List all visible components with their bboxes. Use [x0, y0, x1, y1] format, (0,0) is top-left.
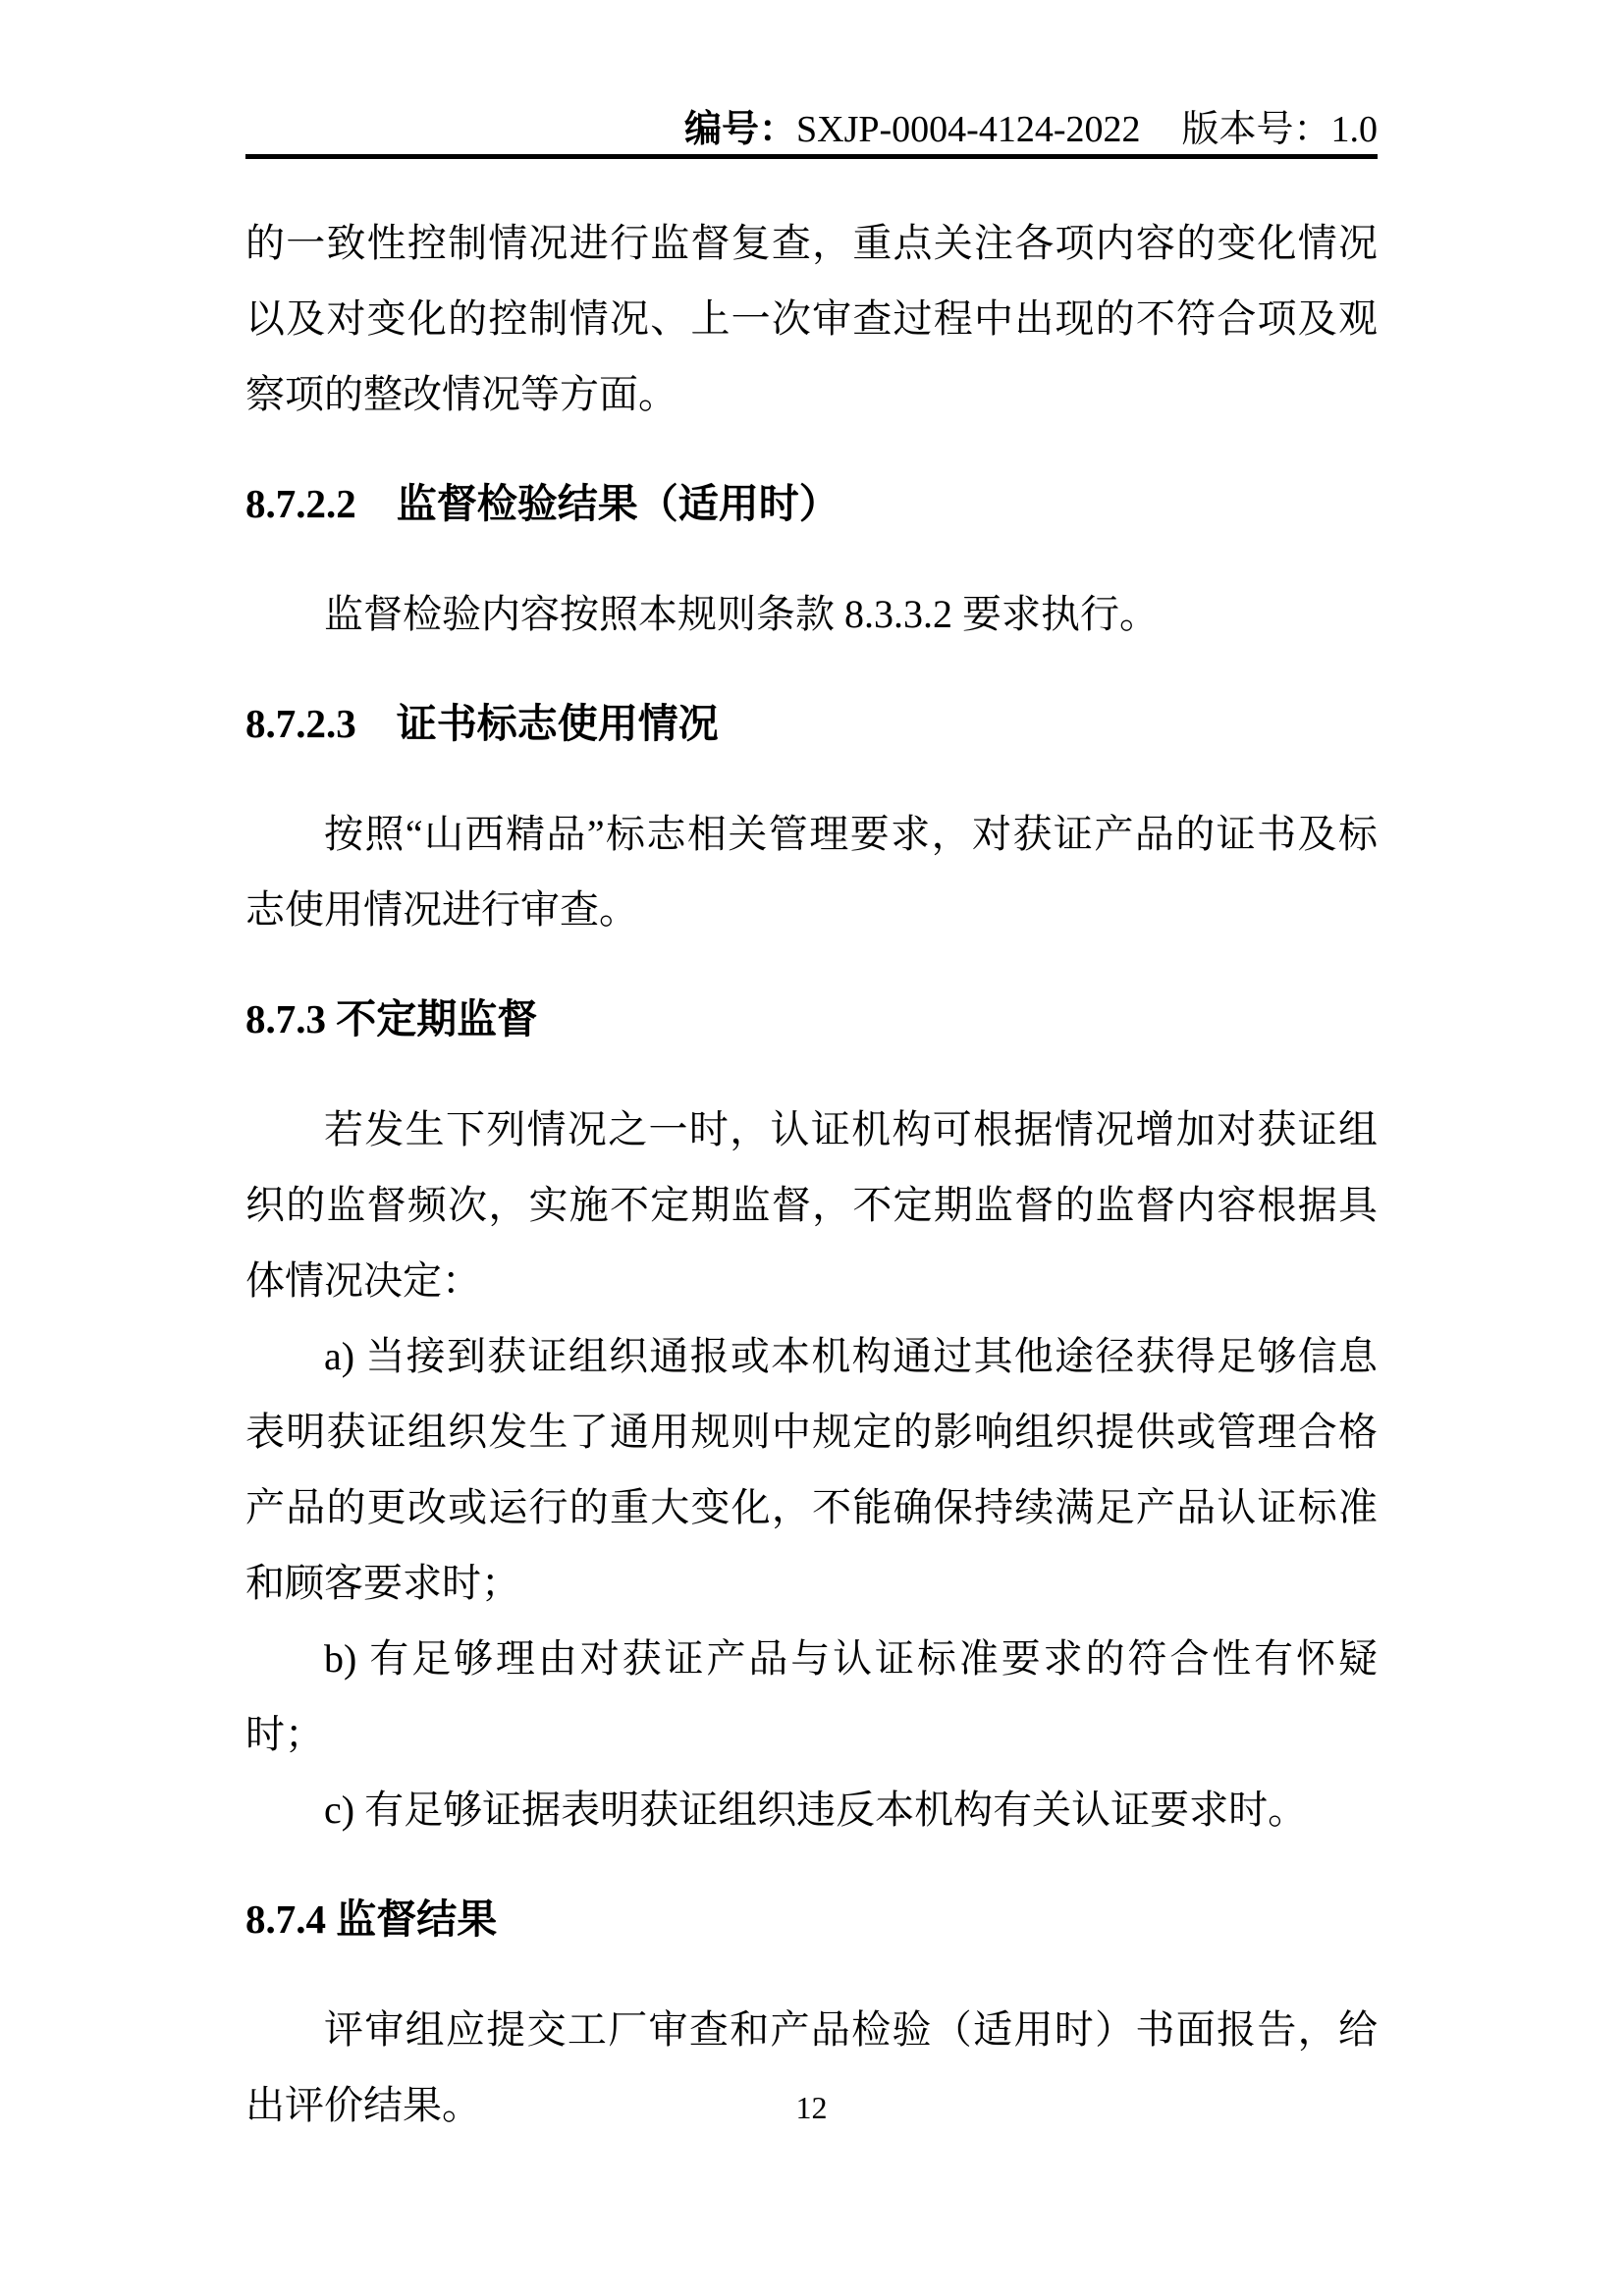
version-value: 1.0: [1330, 109, 1378, 150]
list-item-a: a) 当接到获证组织通报或本机构通过其他途径获得足够信息表明获证组织发生了通用规则中规定的影响组织提供或管理合格产品的更改或运行的重大变化，不能确保持续满足产品认证标准和顾客要求时；: [245, 1334, 1378, 1605]
paragraph-supervision-result: 评审组应提交工厂审查和产品检验（适用时）书面报告，给出评价结果。: [245, 2007, 1378, 2127]
paragraph-irregular-supervision-intro: 若发生下列情况之一时，认证机构可根据情况增加对获证组织的监督频次，实施不定期监督，不定期监督的监督内容根据具体情况决定：: [245, 1107, 1378, 1303]
section-heading-8-7-2-3: 8.7.2.3 证书标志使用情况: [245, 701, 719, 746]
section-heading-8-7-2-2: 8.7.2.2 监督检验结果（适用时）: [245, 481, 839, 526]
page-header: [0, 0, 1624, 149]
version-label: 版本号：: [1181, 109, 1331, 150]
page-number: 12: [795, 2090, 828, 2125]
doc-number-label: 编号：: [684, 109, 797, 150]
list-item-c: c) 有足够证据表明获证组织违反本机构有关认证要求时。: [324, 1788, 1308, 1832]
paragraph-supervision-inspection: 监督检验内容按照本规则条款 8.3.3.2 要求执行。: [324, 592, 1159, 636]
list-item-b: b) 有足够理由对获证产品与认证标准要求的符合性有怀疑时；: [245, 1636, 1378, 1756]
section-heading-8-7-3: 8.7.3 不定期监督: [245, 996, 538, 1041]
paragraph-continuation: 的一致性控制情况进行监督复查，重点关注各项内容的变化情况以及对变化的控制情况、上一次审查过程中出现的不符合项及观察项的整改情况等方面。: [245, 221, 1378, 416]
section-heading-8-7-4: 8.7.4 监督结果: [245, 1896, 498, 1942]
document-body: [245, 205, 1378, 2143]
doc-number-value: SXJP-0004-4124-2022: [796, 109, 1141, 150]
paragraph-certificate-mark-usage: 按照“山西精品”标志相关管理要求，对获证产品的证书及标志使用情况进行审查。: [245, 812, 1378, 932]
header-divider: [245, 154, 1378, 159]
